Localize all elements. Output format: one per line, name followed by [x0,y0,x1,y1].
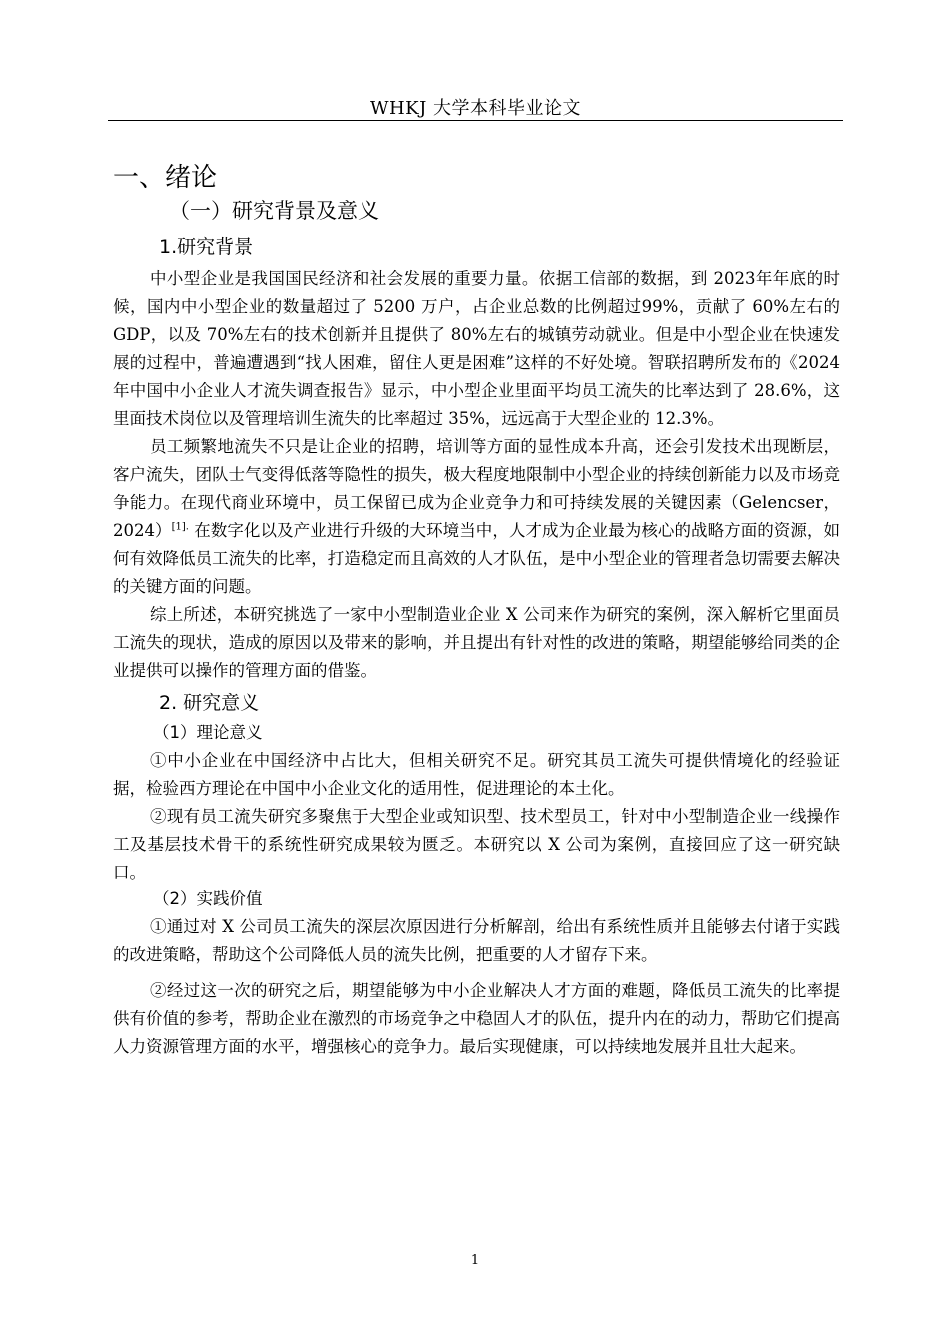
background-paragraph-2-text-a: 员工频繁地流失不只是让企业的招聘，培训等方面的显性成本升高，还会引发技术出现断层，客户流失，团队士气变得低落等隐性的损失，极大程度地限制中小型企业的持续创新能力以及市场竞争能力。在现代商业环境中，员工保留已成为企业竞争力和可持续发展的关键因素（Gelencser，2024） [113,437,840,540]
background-paragraph-2 [113,433,840,601]
theory-paragraph-2: ②现有员工流失研究多聚焦于大型企业或知识型、技术型员工，针对中小型制造企业一线操作工及基层技术骨干的系统性研究成果较为匮乏。本研究以 X 公司为案例，直接回应了这一研究缺口。 [113,807,840,882]
header-rule [108,120,843,121]
section-title: （一）研究背景及意义 [169,199,379,223]
theory-paragraph-1: ①中小企业在中国经济中占比大，但相关研究不足。研究其员工流失可提供情境化的经验证据，检验西方理论在中国中小企业文化的适用性，促进理论的本土化。 [113,751,840,798]
background-paragraph-1: 中小型企业是我国国民经济和社会发展的重要力量。依据工信部的数据，到 2023年年底的时候，国内中小型企业的数量超过了 5200 万户，占企业总数的比例超过99%，贡献了 60%左右的 GDP，以及 70%左右的技术创新并且提供了 80%左右的城镇劳动就业。但是中小型企业在快速发展的过程中，普遍遭遇到“找人困难，留住人更是困难”这样的不好处境。智联招聘所发布的《2024 年中国中小企业人才流失调查报告》显示，中小型企业里面平均员工流失的比率达到了 28.6%，这里面技术岗位以及管理培训生流失的比率超过 35%，远远高于大型企业的 12.3%。 [113,269,840,428]
practice-title: （2）实践价值 [153,889,263,908]
subsection-title-background: 1.研究背景 [159,236,254,258]
theory-title: （1）理论意义 [153,723,263,742]
background-paragraph-2-text-b: 在数字化以及产业进行升级的大环境当中，人才成为企业最为核心的战略方面的资源，如何有效降低员工流失的比率，打造稳定而且高效的人才队伍，是中小型企业的管理者急切需要去解决的关键方面的问题。 [113,521,840,596]
subsection-title-significance: 2. 研究意义 [159,692,260,714]
page-number: 1 [470,1253,480,1268]
practice-paragraph-1: ①通过对 X 公司员工流失的深层次原因进行分析解剖，给出有系统性质并且能够去付诸于实践的改进策略，帮助这个公司降低人员的流失比例，把重要的人才留存下来。 [113,917,840,964]
citation-ref-1: [1]. [171,521,189,533]
running-header: WHKJ 大学本科毕业论文 [369,98,582,119]
practice-paragraph-2: ②经过这一次的研究之后，期望能够为中小企业解决人才方面的难题，降低员工流失的比率提供有价值的参考，帮助企业在激烈的市场竞争之中稳固人才的队伍，提升内在的动力，帮助它们提高人力资源管理方面的水平，增强核心的竞争力。最后实现健康，可以持续地发展并且壮大起来。 [113,981,840,1056]
background-paragraph-3: 综上所述，本研究挑选了一家中小型制造业企业 X 公司来作为研究的案例，深入解析它里面员工流失的现状，造成的原因以及带来的影响，并且提出有针对性的改进的策略，期望能够给同类的企业提供可以操作的管理方面的借鉴。 [113,605,840,680]
page-body [113,160,840,1061]
chapter-title: 一、绪论 [113,163,218,193]
